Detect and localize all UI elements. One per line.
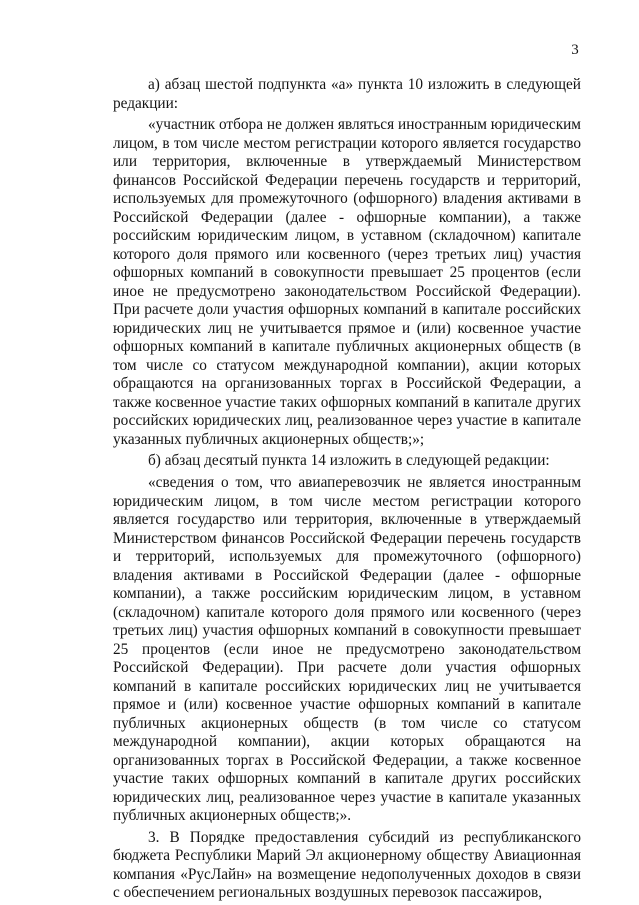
paragraph-amendment-a-intro: а) абзац шестой подпункта «а» пункта 10 изложить в следующей редакции: [113,76,581,112]
paragraph-amendment-b-intro: б) абзац десятый пункта 14 изложить в следующей редакции: [148,452,550,470]
document-body [113,76,581,903]
paragraph-amendment-a-text: «участник отбора не должен являться иностранным юридическим лицом, в том числе местом регистрации которого является государство или территория, включенные в утверждаемый Министерством финансов Российской Федерации перечень государств и территорий, используемых для промежуточного (офшорного) владения активами в Российской Федерации (далее - офшорные компании), а также российским юридическим лицом, в уставном (складочном) капитале которого доля прямого или косвенного (через третьих лиц) участия офшорных компаний в совокупности превышает 25 процентов (если иное не предусмотрено законодательством Российской Федерации). При расчете доли участия офшорных компаний в капитале российских юридических лиц не учитывается прямое и (или) косвенное участие офшорных компаний в капитале публичных акционерных обществ (в том числе со статусом международной компании), акции которых обращаются на организованных торгах в Российской Федерации, а также косвенное участие таких офшорных компаний в капитале других российских юридических лиц, реализованное через участие в капитале указанных публичных акционерных обществ;»; [113,116,581,448]
paragraph-item-3: 3. В Порядке предоставления субсидий из республиканского бюджета Республики Марий Эл акционерному обществу Авиационная компания «РусЛайн» на возмещение недополученных доходов в связи с обеспечением региональных воздушных перевозок пассажиров, [113,828,581,902]
paragraph-amendment-b-text: «сведения о том, что авиаперевозчик не является иностранным юридическим лицом, в том числе местом регистрации которого является государство или территория, включенные в утверждаемый Министерством финансов Российской Федерации перечень государств и территорий, используемых для промежуточного (офшорного) владения активами в Российской Федерации (далее - офшорные компании), а также российским юридическим лицом, в уставном (складочном) капитале которого доля прямого или косвенного (через третьих лиц) участия офшорных компаний в совокупности превышает 25 процентов (если иное не предусмотрено законодательством Российской Федерации). При расчете доли участия офшорных компаний в капитале российских юридических лиц не учитывается прямое и (или) косвенное участие офшорных компаний в капитале публичных акционерных обществ (в том числе со статусом международной компании), акции которых обращаются на организованных торгах в Российской Федерации, а также косвенное участие таких офшорных компаний в капитале других российских юридических лиц, реализованное через участие в капитале указанных публичных акционерных обществ;». [113,474,581,825]
page-number: 3 [571,42,579,58]
